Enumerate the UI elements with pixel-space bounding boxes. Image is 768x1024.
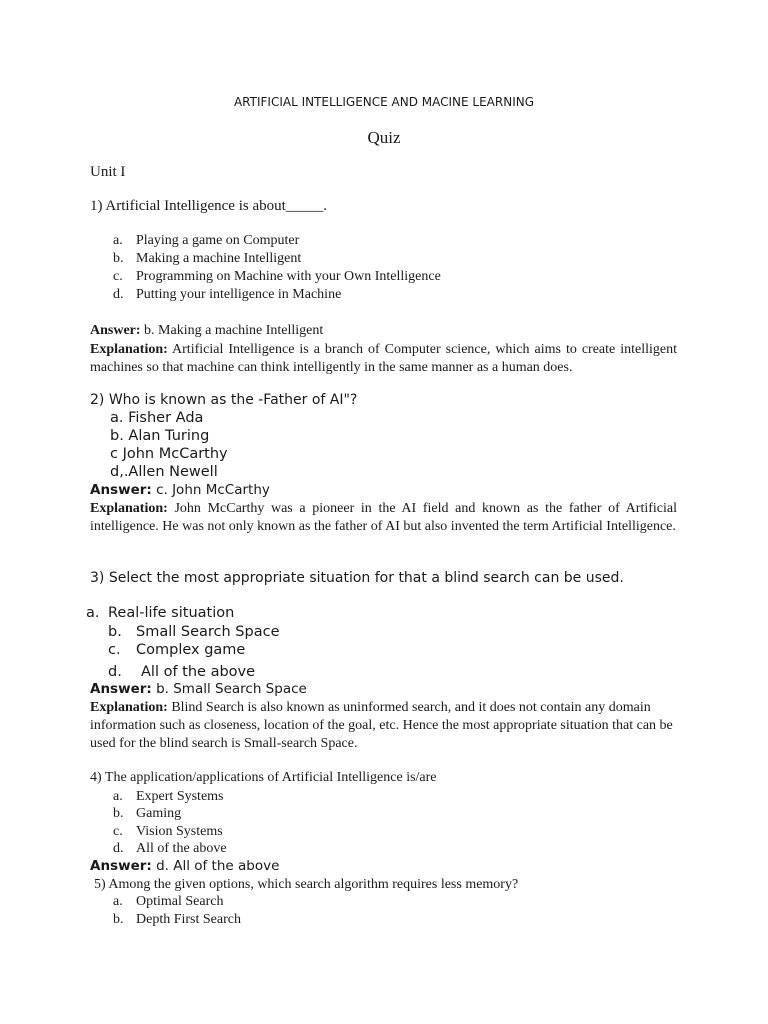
option-letter: a.	[113, 233, 123, 248]
question-2-option-a: a. Fisher Ada	[110, 410, 204, 426]
answer-value: c. John McCarthy	[151, 482, 270, 498]
question-5-option-a	[113, 894, 123, 910]
option-letter: c.	[113, 824, 123, 839]
question-3-option-d	[108, 664, 122, 680]
option-letter: a.	[86, 605, 100, 621]
question-1-prompt: 1) Artificial Intelligence is about_____.	[90, 198, 328, 214]
course-title: ARTIFICIAL INTELLIGENCE AND MACINE LEARNING	[233, 95, 535, 109]
option-letter: c.	[113, 269, 123, 284]
question-4-option-c	[113, 824, 123, 840]
question-1-answer	[90, 323, 323, 339]
option-letter: b.	[113, 806, 124, 821]
question-3-option-b-text: Small Search Space	[136, 624, 280, 640]
question-5-prompt: 5) Among the given options, which search algorithm requires less memory?	[94, 877, 519, 892]
option-letter: d.	[113, 841, 124, 856]
question-1-option-c-text: Programming on Machine with your Own Intelligence	[136, 269, 441, 284]
question-3-option-b	[108, 624, 122, 640]
question-4-prompt: 4) The application/applications of Artificial Intelligence is/are	[90, 770, 437, 785]
explanation-text: Artificial Intelligence is a branch of Computer science, which aims to create intelligent machines so that machine can think intelligently in the same manner as a human does.	[90, 342, 677, 375]
option-letter: c.	[108, 642, 121, 658]
question-3-prompt: 3) Select the most appropriate situation for that a blind search can be used.	[90, 570, 624, 586]
question-5-option-b-text: Depth First Search	[136, 912, 241, 927]
question-4-option-d-text: All of the above	[136, 841, 227, 856]
question-2-answer	[90, 482, 270, 498]
question-3-answer	[90, 681, 307, 697]
explanation-label: Explanation:	[90, 501, 168, 516]
explanation-label: Explanation:	[90, 700, 168, 715]
quiz-title: Quiz	[367, 128, 401, 147]
question-1-option-a-text: Playing a game on Computer	[136, 233, 300, 248]
question-4-option-a-text: Expert Systems	[136, 789, 224, 804]
question-1-option-c	[113, 269, 123, 285]
question-3-option-d-text: All of the above	[141, 664, 256, 680]
question-4-option-a	[113, 789, 123, 805]
question-2-prompt: 2) Who is known as the -Father of AI"?	[90, 392, 358, 408]
option-letter: d.	[113, 287, 124, 302]
answer-label: Answer:	[90, 323, 141, 338]
question-1-option-b	[113, 251, 124, 267]
answer-label: Answer:	[90, 482, 152, 498]
option-letter: d.	[108, 664, 122, 680]
answer-value: b. Making a machine Intelligent	[140, 323, 324, 338]
option-letter: b.	[108, 624, 122, 640]
answer-label: Answer:	[90, 858, 152, 874]
unit-label: Unit I	[90, 164, 126, 180]
question-3-option-c-text: Complex game	[136, 642, 246, 658]
question-3-option-a-text: Real-life situation	[108, 605, 235, 621]
answer-value: d. All of the above	[151, 858, 280, 874]
question-2-option-c: c John McCarthy	[110, 446, 228, 462]
question-1-option-a	[113, 233, 123, 249]
explanation-text: John McCarthy was a pioneer in the AI field and known as the father of Artificial intelligence. He was not only known as the father of AI but also invented the term Artificial Intelligence.	[90, 501, 677, 534]
question-4-option-d	[113, 841, 124, 857]
question-3-explanation	[90, 699, 677, 753]
question-2-option-b: b. Alan Turing	[110, 428, 210, 444]
question-4-option-b-text: Gaming	[136, 806, 182, 821]
explanation-text: Blind Search is also known as uninformed search, and it does not contain any domain information such as closeness, location of the goal, etc. Hence the most appropriate situation that can be used for the blind search is Small-search Space.	[90, 700, 673, 751]
question-1-option-b-text: Making a machine Intelligent	[136, 251, 302, 266]
question-4-answer	[90, 858, 279, 874]
question-3-option-a	[86, 605, 100, 621]
question-4-option-c-text: Vision Systems	[136, 824, 223, 839]
answer-label: Answer:	[90, 681, 152, 697]
question-3-option-c	[108, 642, 121, 658]
option-letter: b.	[113, 251, 124, 266]
question-1-option-d-text: Putting your intelligence in Machine	[136, 287, 342, 302]
option-letter: a.	[113, 789, 123, 804]
answer-value: b. Small Search Space	[151, 681, 307, 697]
explanation-label: Explanation:	[90, 342, 168, 357]
question-2-explanation	[90, 500, 677, 536]
question-1-option-d	[113, 287, 124, 303]
question-2-option-d: d,.Allen Newell	[110, 464, 218, 480]
question-5-option-b	[113, 912, 124, 928]
question-1-explanation	[90, 341, 677, 377]
option-letter: a.	[113, 894, 123, 909]
option-letter: b.	[113, 912, 124, 927]
question-5-option-a-text: Optimal Search	[136, 894, 224, 909]
question-4-option-b	[113, 806, 124, 822]
